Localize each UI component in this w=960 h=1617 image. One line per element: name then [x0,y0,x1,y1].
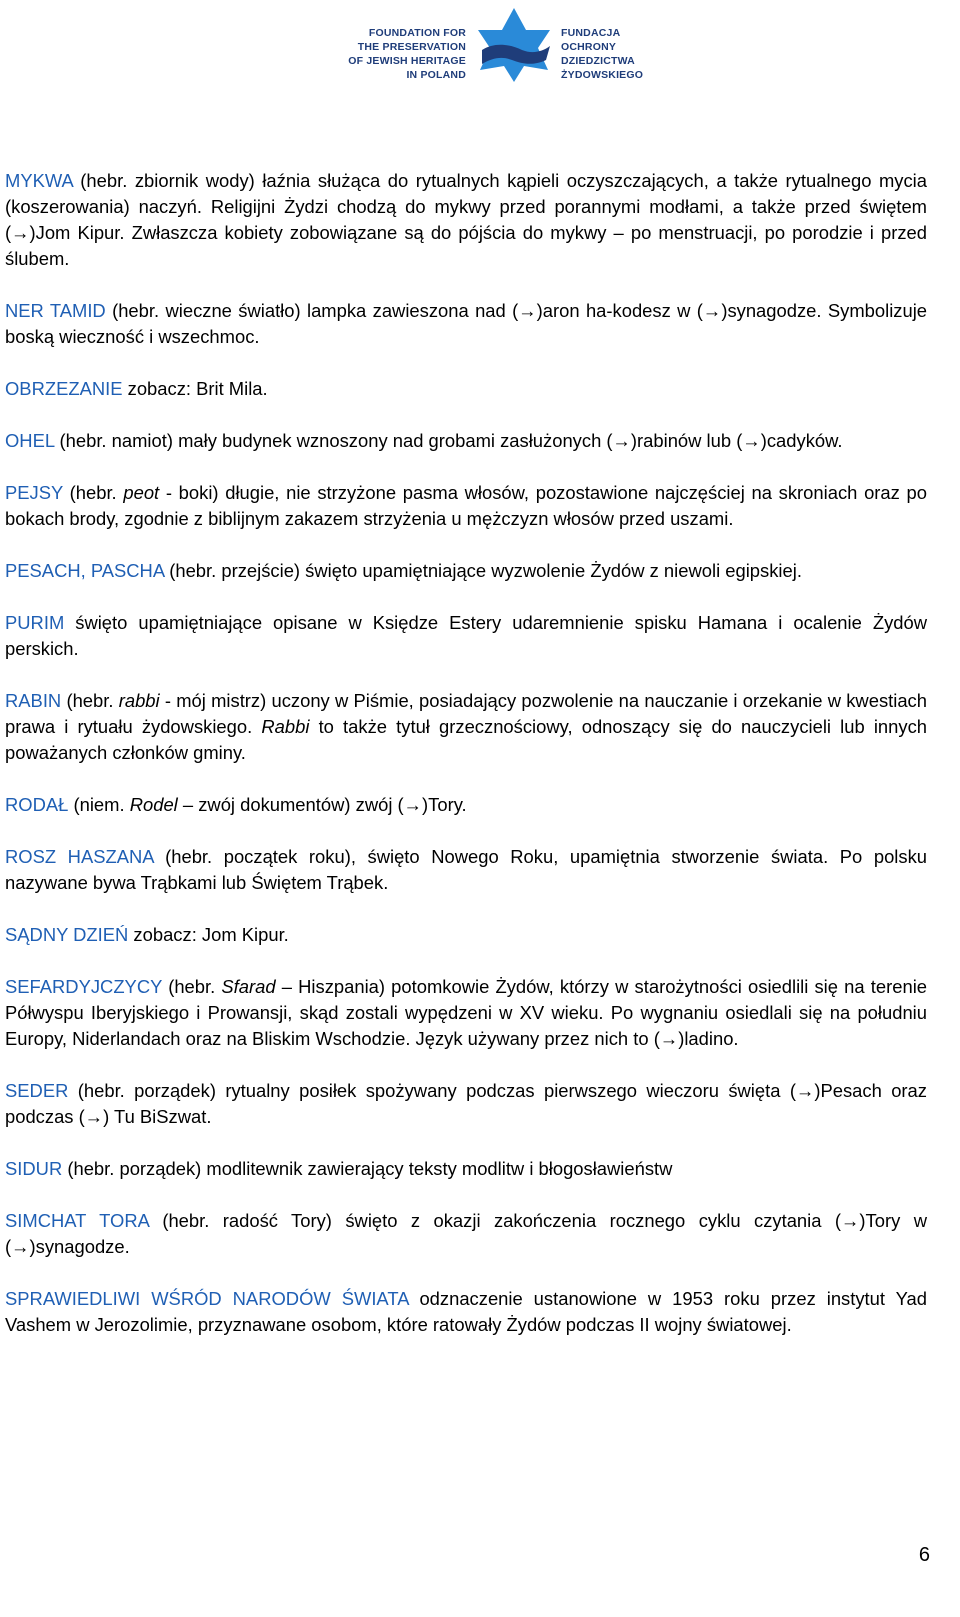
glossary-entry [5,376,927,402]
glossary-entry [5,1208,927,1260]
glossary-entry [5,844,927,896]
glossary-entry [5,792,927,818]
entry-definition: - boki) długie, nie strzyżone pasma włosów, pozostawione najczęściej na skroniach oraz po bokach brody, zgodnie z biblijnym zakazem strzyżenia u mężczyzn włosów przed uszami. [5,482,927,529]
entry-italic-word: rabbi [118,690,160,711]
entry-term: SEFARDYJCZYCY [5,976,163,997]
entry-term: OHEL [5,430,55,451]
entry-term: PEJSY [5,482,63,503]
entry-italic-word: Rabbi [261,716,310,737]
entry-definition-prefix: (hebr. [62,482,124,503]
entry-italic-word: Rodel [129,794,178,815]
entry-term: PURIM [5,612,65,633]
entry-definition: – zwój dokumentów) zwój (→)Tory. [177,794,467,815]
entry-definition-continued: to także tytuł grzecznościowy, odnoszący się do nauczycieli lub innych poważanych członków gminy. [5,716,927,763]
star-of-david-hand-icon [474,4,554,82]
glossary-entry [5,1156,927,1182]
glossary-entry [5,558,927,584]
entry-italic-word: Sfarad [221,976,276,997]
entry-definition: (hebr. przejście) święto upamiętniające wyzwolenie Żydów z niewoli egipskiej. [164,560,802,581]
glossary-entry [5,298,927,350]
header-logo [0,4,960,84]
entry-definition: (hebr. radość Tory) święto z okazji zakończenia rocznego cyklu czytania (→)Tory w (→)synagodze. [5,1210,927,1257]
entry-definition-prefix: (hebr. [61,690,119,711]
entry-term: NER TAMID [5,300,106,321]
entry-term: PESACH, PASCHA [5,560,165,581]
glossary-entry [5,168,927,272]
glossary-entry [5,1078,927,1130]
entry-definition: – Hiszpania) potomkowie Żydów, którzy w starożytności osiedlili się na terenie Półwyspu Iberyjskiego i Prowansji, skąd zostali wypędzeni w XV wieku. Po wygnaniu osiedlali się na południu Europy, Niderlandach oraz na Bliskim Wschodzie. Język używany przez nich to (→)ladino. [5,976,928,1049]
entry-term: SIMCHAT TORA [5,1210,149,1231]
entry-definition: (hebr. wieczne światło) lampka zawieszona nad (→)aron ha-kodesz w (→)synagodze. Symbolizuje boską wieczność i wszechmoc. [5,300,928,347]
glossary-entry [5,428,927,454]
glossary-entry [5,610,927,662]
page-number: 6 [918,1544,930,1566]
logo-text-english: FOUNDATION FOR THE PRESERVATION OF JEWISH HERITAGE IN POLAND [348,27,466,81]
entry-definition-prefix: (niem. [68,794,130,815]
glossary-entry [5,1286,927,1338]
entry-definition: zobacz: Brit Mila. [122,378,268,399]
entry-term: SIDUR [5,1158,63,1179]
entry-term: SEDER [5,1080,69,1101]
entry-definition: zobacz: Jom Kipur. [128,924,289,945]
glossary-entry [5,688,927,766]
entry-term: SPRAWIEDLIWI WŚRÓD NARODÓW ŚWIATA [5,1288,409,1309]
entry-term: ROSZ HASZANA [5,846,154,867]
entry-definition: (hebr. porządek) modlitewnik zawierający teksty modlitw i błogosławieństw [62,1158,673,1179]
entry-definition-prefix: (hebr. [162,976,222,997]
entry-term: OBRZEZANIE [5,378,123,399]
entry-definition: (hebr. porządek) rytualny posiłek spożywany podczas pierwszego wieczoru święta (→)Pesach oraz podczas (→) Tu BiSzwat. [5,1080,927,1127]
entry-term: RABIN [5,690,62,711]
entry-term: MYKWA [5,170,73,191]
entry-term: RODAŁ [5,794,69,815]
entry-definition: (hebr. początek roku), święto Nowego Roku, upamiętnia stworzenie świata. Po polsku nazywane bywa Trąbkami lub Świętem Trąbek. [5,846,928,893]
entry-definition: (hebr. zbiornik wody) łaźnia służąca do rytualnych kąpieli oczyszczających, a także rytualnego mycia (koszerowania) naczyń. Religijni Żydzi chodzą do mykwy przed porannymi modłami, a także przed świętem (→)Jom Kipur. Zwłaszcza kobiety zobowiązane są do pójścia do mykwy – po menstruacji, po porodzie i przed ślubem. [5,170,927,269]
entry-definition: - mój mistrz) uczony w Piśmie, posiadający pozwolenie na nauczanie i orzekanie w kwestiach prawa i rytuału żydowskiego. [5,690,927,737]
glossary-content [5,168,927,1364]
logo-text-polish: FUNDACJA OCHRONY DZIEDZICTWA ŻYDOWSKIEGO [561,27,644,81]
glossary-entry [5,922,927,948]
entry-definition: święto upamiętniające opisane w Księdze Estery udaremnienie spisku Hamana i ocalenie Żydów perskich. [5,612,927,659]
entry-definition: odznaczenie ustanowione w 1953 roku przez instytut Yad Vashem w Jerozolimie, przyznawane osobom, które ratowały Żydów podczas II wojny światowej. [5,1288,928,1335]
entry-italic-word: peot [123,482,160,503]
glossary-entry [5,974,927,1052]
entry-term: SĄDNY DZIEŃ [5,924,129,945]
glossary-entry [5,480,927,532]
entry-definition: (hebr. namiot) mały budynek wznoszony nad grobami zasłużonych (→)rabinów lub (→)cadyków. [54,430,843,451]
